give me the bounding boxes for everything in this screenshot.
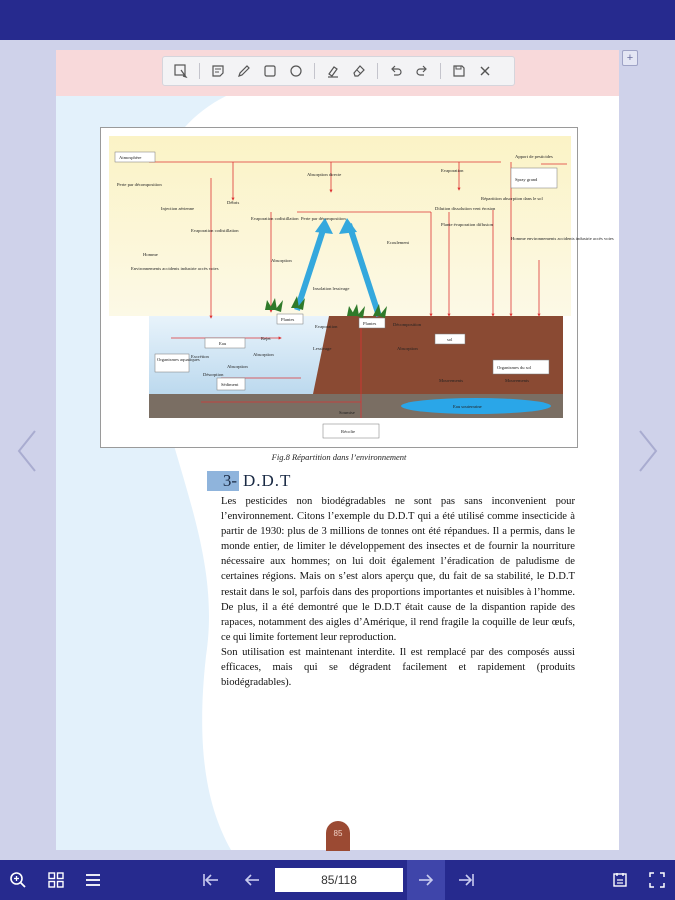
note-icon[interactable] (206, 59, 230, 83)
figure-label: Absorption (253, 352, 274, 357)
previous-page-arrow-icon[interactable] (12, 428, 42, 474)
figure-label: Débris (227, 200, 240, 205)
zoom-icon[interactable] (0, 860, 36, 900)
close-icon[interactable] (473, 59, 497, 83)
figure-label: Evaporation codistillation (191, 228, 239, 233)
figure-label: Plantes (281, 317, 295, 322)
toolbar-separator (199, 63, 200, 79)
section-number: 3- (207, 471, 239, 491)
figure-label: sol (447, 337, 453, 342)
next-page-arrow-icon[interactable] (633, 428, 663, 474)
figure-label: Ecoulement (387, 240, 409, 245)
figure-label: Absorption (271, 258, 292, 263)
figure-label: Désorption (203, 372, 224, 377)
figure-label: Absorption (227, 364, 248, 369)
figure-label: Eau souterraine (453, 404, 482, 409)
figure-label: Répartition absorption dans le sol (481, 196, 543, 201)
toolbar-separator (314, 63, 315, 79)
figure-label: Sédiment (221, 382, 239, 387)
figure-label: Homme environnements accidents industrie accès voies (511, 236, 614, 241)
annotation-toolbar (162, 56, 515, 86)
last-page-icon[interactable] (448, 860, 484, 900)
figure-label: Dilution dissolution vent érosion (435, 206, 496, 211)
prev-page-icon[interactable] (234, 860, 270, 900)
figure-label: Organismes aquatiques (157, 357, 200, 362)
figure-label: Perte par décomposition (117, 182, 162, 187)
pencil-icon[interactable] (232, 59, 256, 83)
toolbar-separator (440, 63, 441, 79)
figure-label: Mouvements (505, 378, 529, 383)
paragraph: Les pesticides non biodégradables ne sont pas sans inconvenient pour l’environnement. Citons l’exemple du D.D.T qui a été utilisé comme insecticide à partir de 1930: plus de 3 millions de tonnes ont été répandues. Il a permis, dans le monde entier, de limiter le développement des insectes et de fournir la nourriture nécessaire aux hommes; on lui doit également l’éradication de paludisme de certaines régions. Mais on s’est alors aperçu que, du fait de sa stabilité, le D.D.T restait dans le sol, parfois dans des proportions importantes et nuisibles à l’homme. De plus, il a été demontré que le D.D.T était cause de la dispantion rapide des rapaces, notamment des aigles d’Amérique, il rend fragile la coquille de leur œufs, ce qui limite fortement leur reproduction. (221, 496, 575, 643)
figure-label: Excrétion (191, 354, 209, 359)
figure-label: Décomposition (393, 322, 422, 327)
figure-label: Homme (143, 252, 158, 257)
bookmark-icon[interactable] (602, 860, 638, 900)
figure-label: Plante évaporation diffusion (441, 222, 493, 227)
pesticide-distribution-figure (100, 127, 614, 448)
outline-icon[interactable] (75, 860, 111, 900)
eraser-icon[interactable] (347, 59, 371, 83)
redo-icon[interactable] (410, 59, 434, 83)
section-title: D.D.T (243, 471, 292, 490)
thumbnails-icon[interactable] (38, 860, 74, 900)
top-bar (0, 0, 675, 40)
highlighter-icon[interactable] (321, 59, 345, 83)
figure-label: Soumise (339, 410, 355, 415)
figure-label: Injection aérienne (161, 206, 195, 211)
figure-label: Organismes du sol (497, 365, 532, 370)
fullscreen-icon[interactable] (639, 860, 675, 900)
next-page-icon[interactable] (407, 860, 445, 900)
figure-label: Plantes (363, 321, 377, 326)
figure-label: Spray grand (515, 177, 538, 182)
add-page-icon[interactable]: + (622, 50, 638, 66)
save-icon[interactable] (447, 59, 471, 83)
undo-icon[interactable] (384, 59, 408, 83)
page-number-tab: 85 (326, 821, 350, 851)
figure-label: Insolation lessivage (313, 286, 350, 291)
page-number-input[interactable] (275, 868, 403, 892)
figure-label: Evaporation codistillation (251, 216, 299, 221)
figure-label: Evaporation (441, 168, 464, 173)
select-text-icon[interactable] (169, 59, 193, 83)
circle-icon[interactable] (284, 59, 308, 83)
figure-label: Eau (219, 341, 227, 346)
figure-label: Lessivage (313, 346, 332, 351)
figure-label: Mouvements (439, 378, 463, 383)
figure-caption: Fig.8 Répartition dans l’environnement (271, 452, 407, 462)
figure-label: Environnements accidents industrie accès voies (131, 266, 219, 271)
paragraph: Son utilisation est maintenant interdite. Il est remplacé par des composés aussi efficaces, mais qui se dégradent facilement et rapidement (produits biodégradables). (221, 646, 575, 689)
figure-label: Evaporation (315, 324, 338, 329)
figure-label: Absorption directe (307, 172, 342, 177)
figure-label: Atmosphère (119, 155, 142, 160)
first-page-icon[interactable] (193, 860, 229, 900)
section-heading (207, 471, 507, 491)
figure-label: Absorption (397, 346, 418, 351)
figure-label: Récolte (341, 429, 356, 434)
toolbar-separator (377, 63, 378, 79)
figure-label: Apport de pesticides (515, 154, 553, 159)
rectangle-icon[interactable] (258, 59, 282, 83)
body-text (221, 494, 575, 690)
figure-label: Perte par décomposition (301, 216, 346, 221)
figure-label: Rejet (261, 336, 271, 341)
